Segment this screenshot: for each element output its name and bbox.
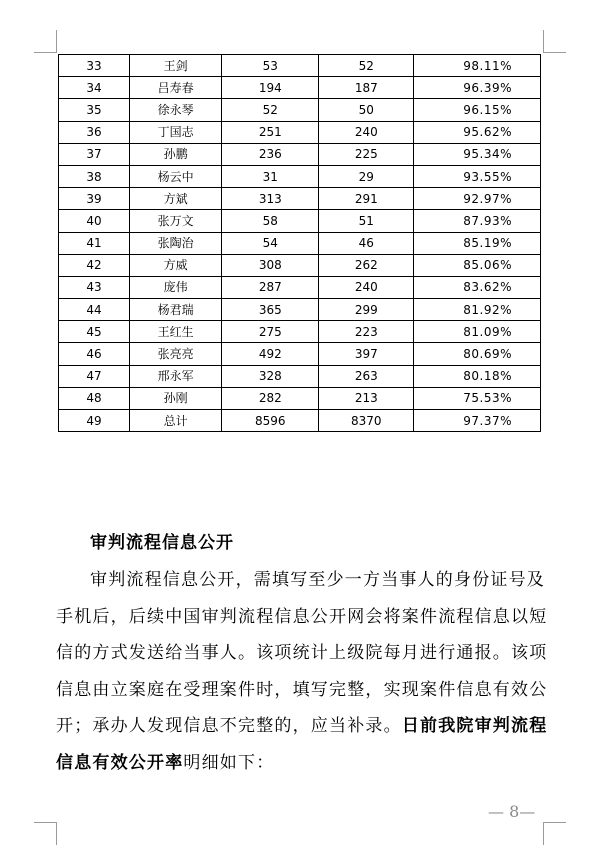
rate-cell: 80.18%	[414, 365, 541, 387]
table-body	[59, 55, 541, 432]
judge-name-cell: 孙鹏	[130, 143, 222, 165]
row-index-cell: 41	[59, 232, 130, 254]
total-cases-cell: 54	[222, 232, 319, 254]
row-index-cell: 43	[59, 276, 130, 298]
judge-name-cell: 杨云中	[130, 165, 222, 187]
public-cases-cell: 225	[319, 143, 414, 165]
total-cases-cell: 308	[222, 254, 319, 276]
rate-cell: 81.92%	[414, 299, 541, 321]
judge-name-cell: 张万文	[130, 210, 222, 232]
rate-cell: 96.39%	[414, 77, 541, 99]
table-row	[59, 365, 541, 387]
table-row	[59, 232, 541, 254]
total-cases-cell: 275	[222, 321, 319, 343]
crop-mark-top-left	[34, 30, 57, 53]
row-index-cell: 37	[59, 143, 130, 165]
disclosure-rate-table	[58, 54, 541, 432]
section-title: 审判流程信息公开	[90, 533, 234, 553]
total-cases-cell: 194	[222, 77, 319, 99]
table-row	[59, 121, 541, 143]
public-cases-cell: 263	[319, 365, 414, 387]
row-index-cell: 47	[59, 365, 130, 387]
public-cases-cell: 29	[319, 165, 414, 187]
row-index-cell: 48	[59, 387, 130, 409]
total-cases-cell: 236	[222, 143, 319, 165]
table-row	[59, 299, 541, 321]
rate-cell: 96.15%	[414, 99, 541, 121]
total-cases-cell: 492	[222, 343, 319, 365]
public-cases-cell: 240	[319, 276, 414, 298]
public-cases-cell: 240	[319, 121, 414, 143]
total-cases-cell: 313	[222, 188, 319, 210]
rate-cell: 92.97%	[414, 188, 541, 210]
public-cases-cell: 223	[319, 321, 414, 343]
public-cases-cell: 8370	[319, 410, 414, 432]
rate-cell: 97.37%	[414, 410, 541, 432]
table-row	[59, 276, 541, 298]
judge-name-cell: 张亮亮	[130, 343, 222, 365]
table-row	[59, 321, 541, 343]
crop-mark-bottom-left	[34, 822, 57, 845]
row-index-cell: 46	[59, 343, 130, 365]
paragraph-text: 审判流程信息公开，需填写至少一方当事人的身份证号及手机后，后续中国审判流程信息公开网会将案件流程信息以短信的方式发送给当事人。该项统计上级院每月进行通报。该项信息由立案庭在受理案件时，填写完整，实现案件信息有效公开；承办人发现信息不完整的，应当补录。	[56, 570, 548, 736]
public-cases-cell: 213	[319, 387, 414, 409]
row-index-cell: 35	[59, 99, 130, 121]
crop-mark-top-right	[543, 30, 566, 53]
total-cases-cell: 365	[222, 299, 319, 321]
table-row	[59, 343, 541, 365]
body-paragraph	[56, 562, 550, 781]
judge-name-cell: 庞伟	[130, 276, 222, 298]
table-row	[59, 188, 541, 210]
row-index-cell: 49	[59, 410, 130, 432]
table-row	[59, 387, 541, 409]
paragraph-bold-text: 日前我院审判流程信息有效公开率	[56, 716, 548, 773]
public-cases-cell: 299	[319, 299, 414, 321]
total-cases-cell: 52	[222, 99, 319, 121]
public-cases-cell: 52	[319, 55, 414, 77]
rate-cell: 93.55%	[414, 165, 541, 187]
row-index-cell: 42	[59, 254, 130, 276]
total-cases-cell: 31	[222, 165, 319, 187]
row-index-cell: 44	[59, 299, 130, 321]
rate-cell: 85.19%	[414, 232, 541, 254]
table-row	[59, 254, 541, 276]
public-cases-cell: 46	[319, 232, 414, 254]
judge-name-cell: 张陶治	[130, 232, 222, 254]
public-cases-cell: 291	[319, 188, 414, 210]
public-cases-cell: 51	[319, 210, 414, 232]
judge-name-cell: 徐永琴	[130, 99, 222, 121]
judge-name-cell: 总计	[130, 410, 222, 432]
judge-name-cell: 王剑	[130, 55, 222, 77]
total-cases-cell: 287	[222, 276, 319, 298]
judge-name-cell: 王红生	[130, 321, 222, 343]
judge-name-cell: 方威	[130, 254, 222, 276]
judge-name-cell: 吕寿春	[130, 77, 222, 99]
judge-name-cell: 邢永军	[130, 365, 222, 387]
public-cases-cell: 187	[319, 77, 414, 99]
row-index-cell: 34	[59, 77, 130, 99]
public-cases-cell: 262	[319, 254, 414, 276]
judge-name-cell: 杨君瑞	[130, 299, 222, 321]
table-row	[59, 55, 541, 77]
rate-cell: 80.69%	[414, 343, 541, 365]
rate-cell: 95.34%	[414, 143, 541, 165]
table-row	[59, 165, 541, 187]
total-cases-cell: 58	[222, 210, 319, 232]
row-index-cell: 39	[59, 188, 130, 210]
total-cases-cell: 282	[222, 387, 319, 409]
rate-cell: 75.53%	[414, 387, 541, 409]
row-index-cell: 40	[59, 210, 130, 232]
total-cases-cell: 8596	[222, 410, 319, 432]
table-row	[59, 99, 541, 121]
table-row	[59, 77, 541, 99]
row-index-cell: 33	[59, 55, 130, 77]
row-index-cell: 45	[59, 321, 130, 343]
rate-cell: 87.93%	[414, 210, 541, 232]
rate-cell: 95.62%	[414, 121, 541, 143]
public-cases-cell: 50	[319, 99, 414, 121]
table-row	[59, 210, 541, 232]
judge-name-cell: 方斌	[130, 188, 222, 210]
judge-name-cell: 孙刚	[130, 387, 222, 409]
table-row	[59, 410, 541, 432]
rate-cell: 83.62%	[414, 276, 541, 298]
page-number: — 8—	[488, 802, 536, 821]
total-cases-cell: 53	[222, 55, 319, 77]
paragraph-tail-text: 明细如下：	[183, 752, 275, 773]
rate-cell: 81.09%	[414, 321, 541, 343]
table-row	[59, 143, 541, 165]
judge-name-cell: 丁国志	[130, 121, 222, 143]
rate-cell: 85.06%	[414, 254, 541, 276]
total-cases-cell: 251	[222, 121, 319, 143]
public-cases-cell: 397	[319, 343, 414, 365]
rate-cell: 98.11%	[414, 55, 541, 77]
row-index-cell: 36	[59, 121, 130, 143]
total-cases-cell: 328	[222, 365, 319, 387]
row-index-cell: 38	[59, 165, 130, 187]
crop-mark-bottom-right	[543, 822, 566, 845]
